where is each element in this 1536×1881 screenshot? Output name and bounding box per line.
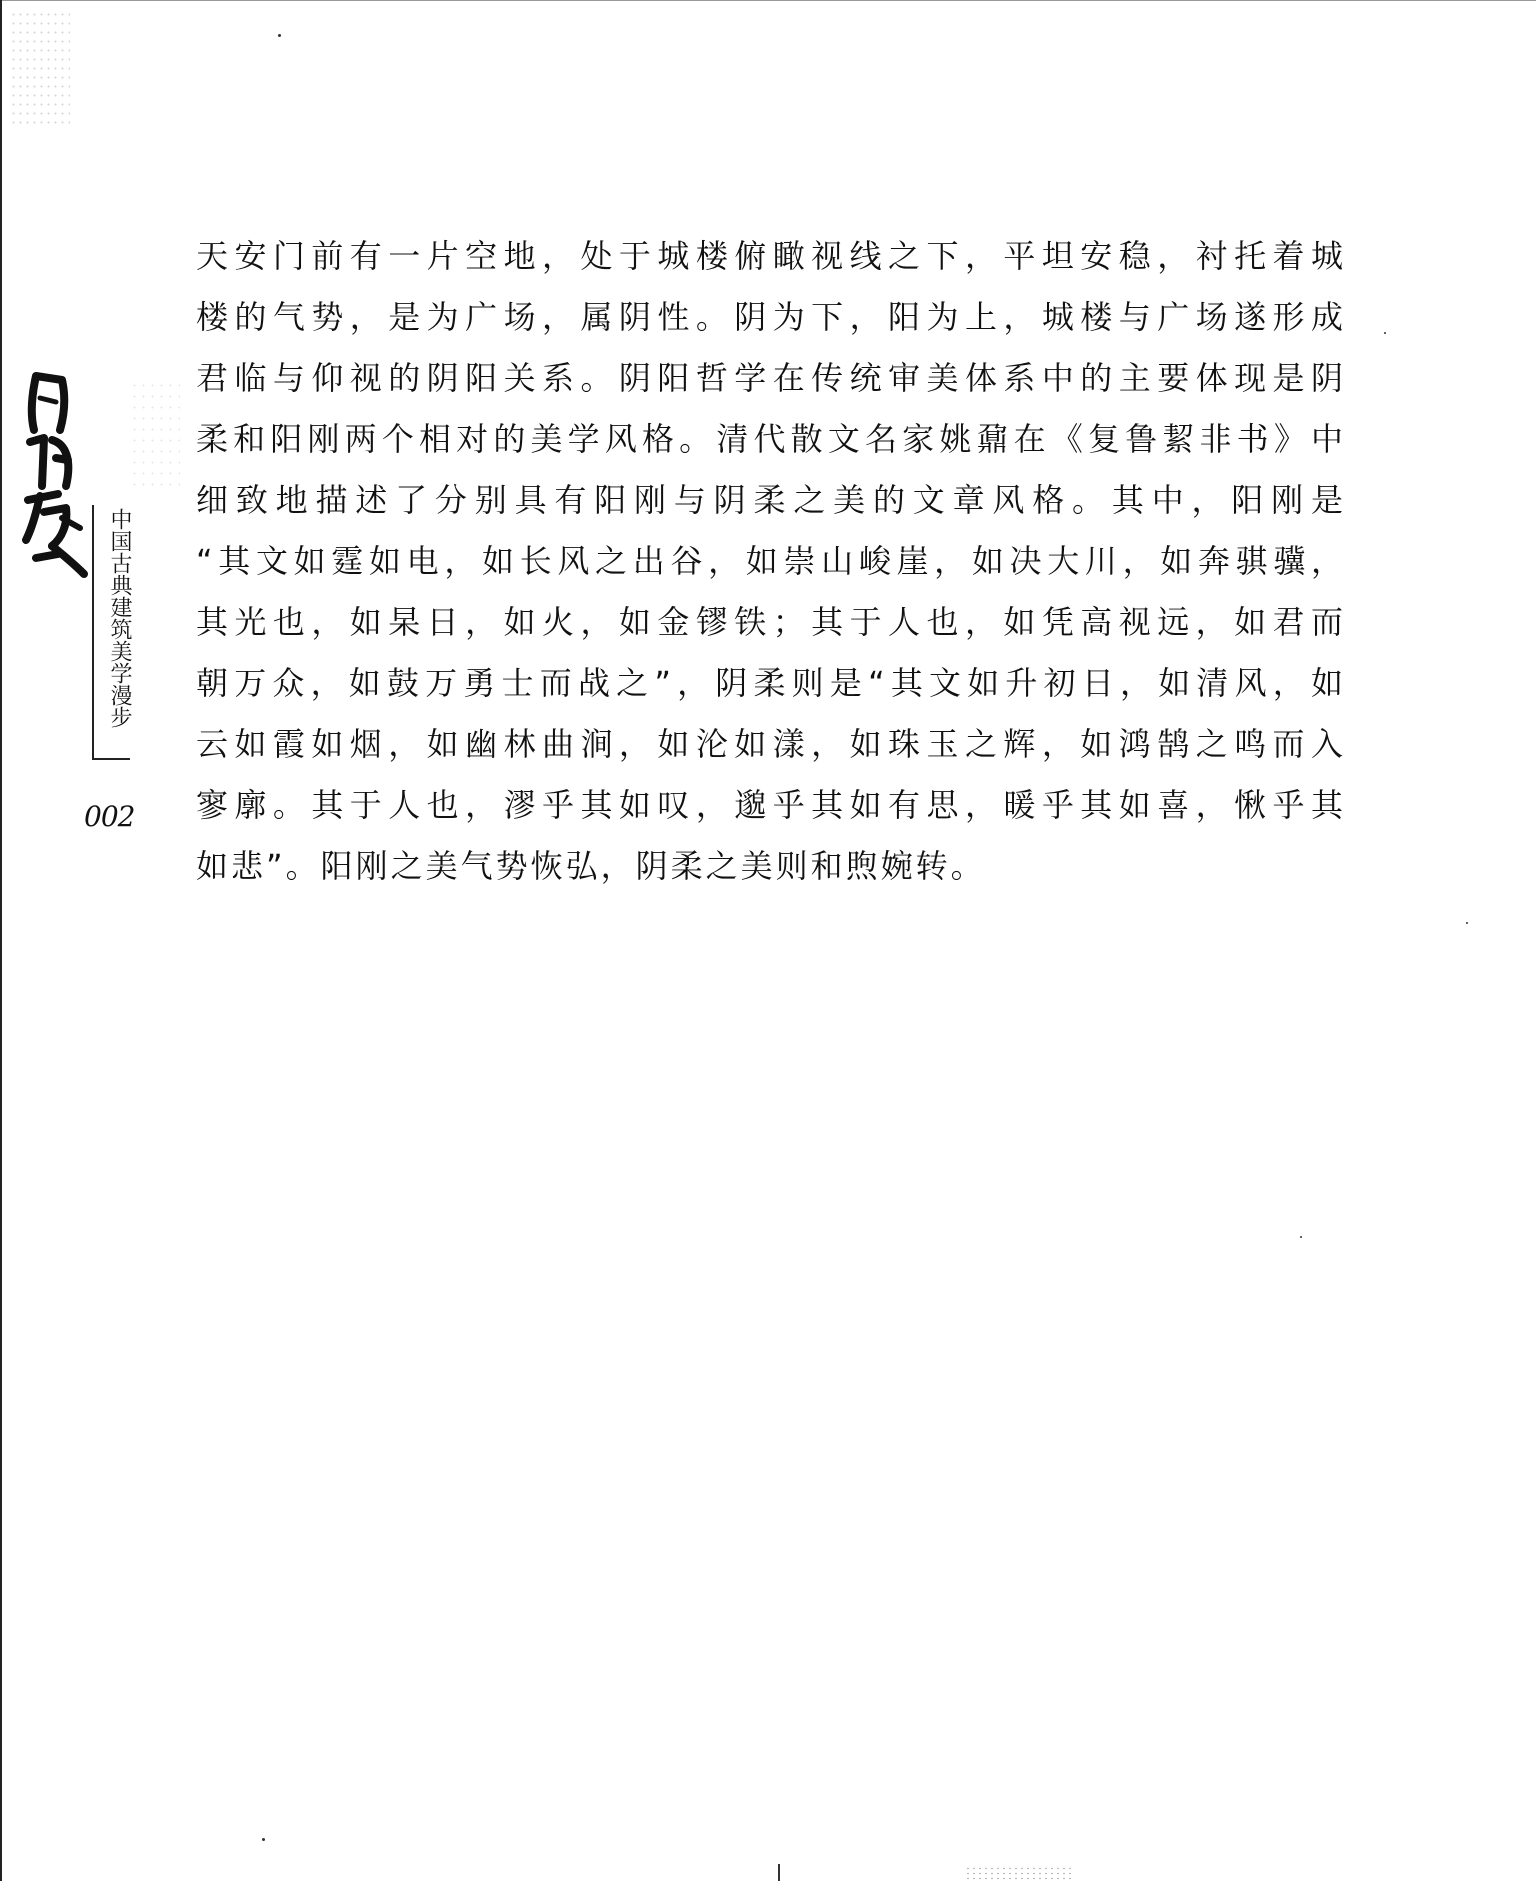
scan-speck <box>278 34 281 37</box>
text-line: “其文如霆如电，如长风之出谷，如崇山峻崖，如决大川，如奔骐骥， <box>196 542 1346 580</box>
scan-noise <box>130 380 180 490</box>
scan-noise <box>10 10 70 130</box>
side-rule <box>92 505 94 760</box>
text-line: 如悲”。阳刚之美气势恢弘，阴柔之美则和煦婉转。 <box>196 847 986 885</box>
page-left-edge <box>0 0 2 1881</box>
text-line: 其光也，如杲日，如火，如金镠铁；其于人也，如凭高视远，如君而 <box>196 603 1346 641</box>
text-line: 寥廓。其于人也，漻乎其如叹，邈乎其如有思，暖乎其如喜，愀乎其 <box>196 786 1346 824</box>
text-line: 君临与仰视的阴阳关系。阴阳哲学在传统审美体系中的主要体现是阴 <box>196 359 1346 397</box>
side-rule-bottom <box>92 758 130 760</box>
body-paragraph <box>196 226 1346 897</box>
calligraphy-logo <box>22 368 88 578</box>
text-line: 细致地描述了分别具有阳刚与阴柔之美的文章风格。其中，阳刚是 <box>196 481 1346 519</box>
scan-smudge <box>965 1866 1075 1881</box>
text-line: 天安门前有一片空地，处于城楼俯瞰视线之下，平坦安稳，衬托着城 <box>196 237 1346 275</box>
text-line: 朝万众，如鼓万勇士而战之”，阴柔则是“其文如升初日，如清风，如 <box>196 664 1346 702</box>
book-title-vertical: 中国古典建筑美学漫步 <box>107 508 132 728</box>
page-number: 002 <box>84 800 135 833</box>
scan-mark <box>778 1864 780 1881</box>
scan-speck <box>1384 332 1386 334</box>
scan-speck <box>1466 922 1468 924</box>
text-line: 柔和阳刚两个相对的美学风格。清代散文名家姚鼐在《复鲁絜非书》中 <box>196 420 1346 458</box>
scan-speck <box>1300 1236 1302 1238</box>
text-line: 云如霞如烟，如幽林曲涧，如沦如漾，如珠玉之辉，如鸿鹄之鸣而入 <box>196 725 1346 763</box>
text-line: 楼的气势，是为广场，属阴性。阴为下，阳为上，城楼与广场遂形成 <box>196 298 1346 336</box>
page-top-edge <box>0 0 1536 1</box>
scan-speck <box>262 1838 265 1841</box>
